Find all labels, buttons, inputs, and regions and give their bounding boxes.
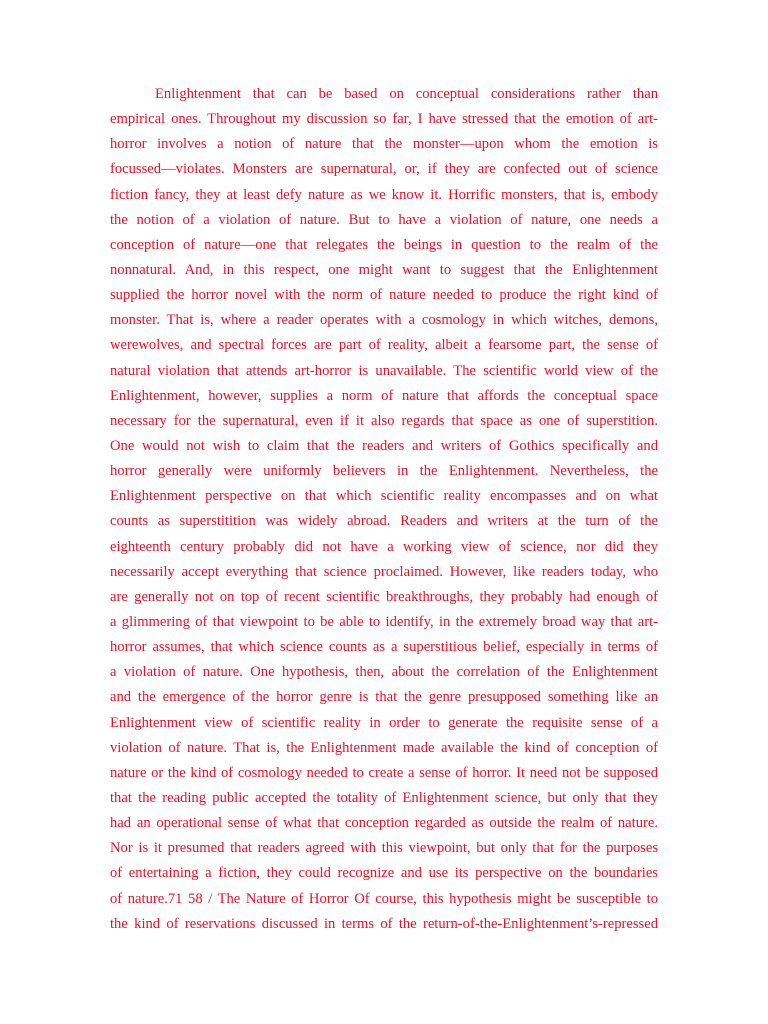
- text-line: eighteenth century probably did not have a working view of science, nor did they: [110, 538, 658, 555]
- text-line: nonnatural. And, in this respect, one might want to suggest that the Enlightenment: [110, 261, 658, 278]
- text-line: a violation of nature. One hypothesis, then, about the correlation of the Enlightenment: [110, 664, 658, 681]
- text-line: horror generally were uniformly believers in the Enlightenment. Nevertheless, the: [110, 463, 658, 480]
- text-line: had an operational sense of what that conception regarded as outside the realm of nature.: [110, 815, 658, 832]
- text-line: One would not wish to claim that the readers and writers of Gothics specifically and: [110, 437, 658, 454]
- text-line: of entertaining a fiction, they could recognize and use its perspective on the boundaries: [110, 865, 658, 882]
- text-line: focussed—violates. Monsters are supernatural, or, if they are confected out of science: [110, 161, 658, 178]
- text-line: Enlightenment view of scientific reality in order to generate the requisite sense of a: [110, 714, 658, 731]
- text-line: werewolves, and spectral forces are part of reality, albeit a fearsome part, the sense of: [110, 337, 658, 354]
- text-line: horror assumes, that which science counts as a superstitious belief, especially in terms of: [110, 639, 658, 656]
- text-line: natural violation that attends art-horror is unavailable. The scientific world view of the: [110, 362, 658, 379]
- text-line: Enlightenment perspective on that which scientific reality encompasses and on what: [110, 488, 658, 505]
- text-line: are generally not on top of recent scientific breakthroughs, they probably had enough of: [110, 588, 658, 605]
- text-line: the kind of reservations discussed in terms of the return-of-the-Enlightenment’s-repressed: [110, 915, 658, 932]
- text-line: horror involves a notion of nature that the monster—upon whom the emotion is: [110, 136, 658, 153]
- text-line: supplied the horror novel with the norm of nature needed to produce the right kind of: [110, 287, 658, 304]
- text-line: monster. That is, where a reader operates with a cosmology in which witches, demons,: [110, 312, 658, 329]
- text-line: nature or the kind of cosmology needed to create a sense of horror. It need not be supposed: [110, 764, 658, 781]
- text-line: the notion of a violation of nature. But to have a violation of nature, one needs a: [110, 211, 658, 228]
- text-line: conception of nature—one that relegates the beings in question to the realm of the: [110, 236, 658, 253]
- text-line: a glimmering of that viewpoint to be able to identify, in the extremely broad way that art-: [110, 613, 658, 630]
- text-line: necessary for the supernatural, even if it also regards that space as one of superstition.: [110, 412, 658, 429]
- text-line: that the reading public accepted the totality of Enlightenment science, but only that they: [110, 789, 658, 806]
- text-line: violation of nature. That is, the Enlightenment made available the kind of conception of: [110, 739, 658, 756]
- text-line: Enlightenment, however, supplies a norm of nature that affords the conceptual space: [110, 387, 658, 404]
- body-paragraph: [110, 82, 658, 937]
- text-line: Nor is it presumed that readers agreed with this viewpoint, but only that for the purposes: [110, 840, 658, 857]
- text-line: Enlightenment that can be based on conceptual considerations rather than: [155, 86, 658, 102]
- text-line: necessarily accept everything that science proclaimed. However, like readers today, who: [110, 563, 658, 580]
- text-line: and the emergence of the horror genre is that the genre presupposed something like an: [110, 689, 658, 706]
- text-line: empirical ones. Throughout my discussion so far, I have stressed that the emotion of art-: [110, 111, 658, 128]
- text-line: of nature.71 58 / The Nature of Horror Of course, this hypothesis might be susceptible to: [110, 890, 658, 907]
- text-line: fiction fancy, they at least defy nature as we know it. Horrific monsters, that is, embody: [110, 186, 658, 203]
- text-line: counts as superstitition was widely abroad. Readers and writers at the turn of the: [110, 513, 658, 530]
